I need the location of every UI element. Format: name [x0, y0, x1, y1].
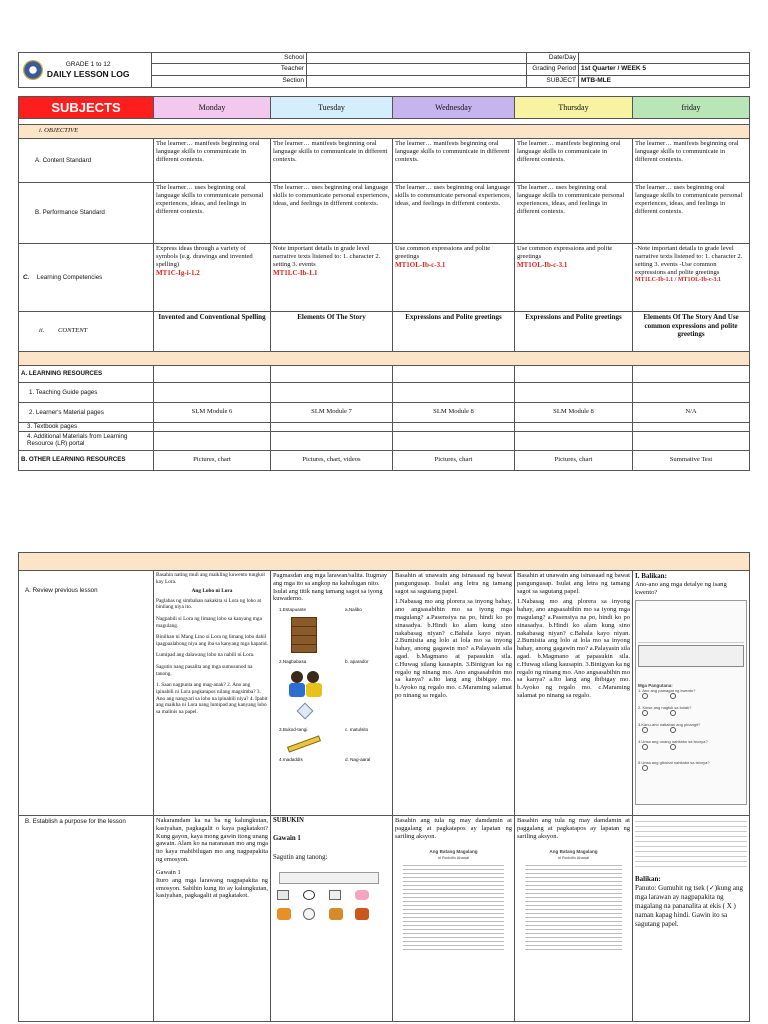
poem-title: Ang Batang Magalang — [429, 848, 478, 854]
balikan-instructions: Panuto: Gumuhit ng tsek (✓)kung ang mga larawan ay nagpapakita ng magalang na pananalita at ekis ( X ) naman kapag hindi. Gawin ito sa sagutang papel. — [635, 884, 743, 929]
content-tue: Elements Of The Story — [271, 312, 393, 352]
story-paragraph: Binilhan ni Mang Lino si Lora ng limang lobo dahil ipagpaalabong niya ang iba sa kanyang mga kapatid. — [156, 634, 268, 647]
content-label: CONTENT — [57, 327, 88, 335]
tg-cell — [271, 383, 393, 403]
match-item: d. Nag-aaral — [345, 757, 371, 763]
balikan-title-2: Balikan: — [635, 875, 661, 883]
day-wednesday: Wednesday — [393, 97, 515, 119]
purpose-tue — [271, 816, 393, 1022]
story-paragraph: Nagpabili si Lora ng limang lobo sa kanyang mga magulang. — [156, 616, 262, 629]
competency-text: Use common expressions and polite greetings — [517, 245, 613, 261]
story-title: Ang Lobo ni Lora — [191, 588, 233, 595]
textbook-label: 3. Textbook pages — [19, 423, 154, 432]
competencies-label-cell — [19, 244, 154, 312]
performance-standard-thu: The learner… uses beginning oral language skills to communicate personal experiences, ideas, and feelings in different contexts. — [515, 183, 633, 244]
lr-portal-label: 4. Additional Materials from Learning Resource (LR) portal — [19, 431, 154, 450]
tb-cell — [633, 423, 750, 432]
day-monday: Monday — [154, 97, 271, 119]
header-logo-cell — [19, 53, 152, 88]
review-fri — [633, 571, 750, 816]
review-mon — [154, 571, 271, 816]
diamond-image — [297, 703, 314, 720]
learners-material-label: 2. Learner's Material pages — [19, 403, 154, 423]
tg-cell — [393, 383, 515, 403]
competency-code: MT1OL-Ib-c-3.1 — [517, 261, 568, 270]
match-item: 3.Bukod-tangi — [279, 727, 308, 733]
lm-value: SLM Module 8 — [515, 403, 633, 423]
poem-scan — [395, 849, 512, 952]
content-thu: Expressions and Polite greetings — [515, 312, 633, 352]
review-items: 1.Nabasag mo ang plorera sa inyong bahay, ano angsasabihin mo sa iyong mga magulang? a.Pasensiya na po, hindi ko po sinasadya. b.Hindi ko alam kung sino nakabasag niyan? c.Bahala kayo niyan. 2.Bumisita ang lolo at lola mo sa inyong bahay, anong gagawin mo? a.Palayasin sila agad. b.Magmano at papasukin sila. c.Huwag silang kausapin. 3.Binigyan ka ng regalo ng ninang mo. Ano angsasabihin mo sa kanya? a.Ito lang ang ibibigay mo. b.Ayoko ng regalo mo. c.Maraming salamat po ninang sa regalo. — [395, 598, 512, 699]
scan-line: 1. Ano ang pamagat ng kwento? — [638, 688, 696, 694]
school-label: School — [152, 53, 307, 64]
purpose-thu — [515, 816, 633, 1022]
tg-cell — [515, 383, 633, 403]
other-value: Pictures, chart — [393, 450, 515, 470]
match-item: c. matulsito — [345, 727, 369, 733]
content-standard-tue: The learner… manifests beginning oral language skills to communicate in different contexts. — [271, 139, 393, 183]
teacher-value — [307, 64, 527, 76]
purpose-text: Basahin ang tula ng may damdamin at paggalang at pagkatapos ay lapatan ng sariling aksyon. — [517, 817, 630, 840]
teacher-label: Teacher — [152, 64, 307, 76]
other-value: Pictures, chart, videos — [271, 450, 393, 470]
poem-author: ni Rodolfo Abanal — [557, 854, 590, 860]
subject-value: MTB-MLE — [579, 76, 750, 88]
tb-cell — [515, 423, 633, 432]
tb-cell — [154, 423, 271, 432]
content-label-cell — [19, 312, 154, 352]
purpose-fri — [633, 816, 750, 1022]
tg-cell — [154, 383, 271, 403]
lr-cell — [271, 431, 393, 450]
lm-value: SLM Module 6 — [154, 403, 271, 423]
performance-standard-fri: The learner… uses beginning oral language skills to communicate personal experiences, ideas, and feelings in different contexts. — [633, 183, 750, 244]
content-standard-thu: The learner… manifests beginning oral language skills to communicate in different contexts. — [515, 139, 633, 183]
poem-author: ni Rodolfo Abanal — [437, 854, 470, 860]
emotion-pictures — [273, 872, 390, 932]
lr-cell — [393, 431, 515, 450]
match-item: 4.madaddis — [279, 757, 303, 763]
review-intro: Basahin at unawain ang isinasaad ng bawat pangungusap. Isulat ang letra ng tamang sagot sa sagutang papel. — [395, 572, 512, 595]
objective-section-header: i. OBJECTIVE — [19, 125, 750, 139]
competency-text: -Note important details in grade level narrative texts listened to: 1. character 2. setting 3. events -Use common expressions and polite greetings — [635, 245, 743, 277]
poem-title: Ang Batang Magalang — [549, 848, 598, 854]
match-item: 2.Nagbabasa — [279, 659, 307, 665]
content-mon: Invented and Conventional Spelling — [154, 312, 271, 352]
performance-standard-label: B. Performance Standard — [19, 183, 154, 244]
children-image — [289, 669, 323, 699]
competency-code: MT1C-Ig-i-1.2 — [156, 269, 200, 278]
review-thu — [515, 571, 633, 816]
section-label: Section — [152, 76, 307, 88]
competency-text: Use common expressions and polite greetings — [395, 245, 491, 261]
grading-value: 1st Quarter / WEEK 5 — [579, 64, 750, 76]
story-paragraph: Sagutin nang pasalita ang mga sumusunod na tanong. — [156, 664, 253, 677]
scan-line: 2. Kinse ang nagtuli sa bulak? — [638, 705, 692, 711]
tanong-text: Sagutin ang tanong: — [273, 853, 328, 861]
competency-tue — [271, 244, 393, 312]
section-value — [307, 76, 527, 88]
log-title: DAILY LESSON LOG — [46, 68, 130, 79]
content-label-num: ii. — [39, 327, 45, 335]
resources-cell — [633, 366, 750, 383]
lesson-table — [18, 96, 750, 471]
purpose-wed — [393, 816, 515, 1022]
competency-text: Express ideas through a variety of symbols (e.g. drawings and invented spelling) — [156, 245, 253, 269]
scanned-worksheet — [635, 600, 747, 805]
purpose-text: Nakaramdam ka na ba ng kalungkutan, kasiyahan, pagkagalit o kaya pagkatakot? Kung gayon, kaya mong gawin itong unang gawain. Alam ko na naranasan mo ang mga ito kaya mabibilugan mo ang nagpapakita ng emosyon. — [156, 817, 268, 864]
gawain-title: Gawain 1 — [273, 835, 301, 843]
grade-label: GRADE 1 to 12 — [65, 60, 111, 68]
competency-code: MT1OL-Ib-c-3.1 — [395, 261, 446, 270]
date-value — [579, 53, 750, 64]
teaching-guide-label: 1. Teaching Guide pages — [19, 383, 154, 403]
subject-label: SUBJECT — [527, 76, 579, 88]
resources-cell — [515, 366, 633, 383]
content-wed: Expressions and Polite greetings — [393, 312, 515, 352]
lr-cell — [515, 431, 633, 450]
day-thursday: Thursday — [515, 97, 633, 119]
lm-value: N/A — [633, 403, 750, 423]
header-table — [18, 52, 750, 88]
subukin-title: SUBUKIN — [273, 817, 304, 824]
content-standard-mon: The learner… manifests beginning oral language skills to communicate in different contexts. — [154, 139, 271, 183]
day-friday: friday — [633, 97, 750, 119]
match-item: 1.Estapuante — [279, 607, 307, 613]
match-item: b. aparador — [345, 659, 369, 665]
competency-code: MT1LC-Ib-1.1 — [273, 269, 318, 278]
competency-wed — [393, 244, 515, 312]
review-items: 1.Nabasag mo ang plorera sa inyong bahay, ano angsasabihin mo sa iyong mga magulang? a.Pasensiya na po, hindi ko po sinasadya. b.Hindi ko alam kung sino nakabasag niyan? c.Bahala kayo niyan. 2.Bumisita ang lolo at lola mo sa inyong bahay, anong gagawin mo? a.Palayasin sila agad. b.Magmano at papasukin sila. c.Huwag silang kausapin. 3.Binigyan ka ng regalo ng ninang mo. Ano angsasabihin mo sa kanya? a.Ito lang ang ibibigay mo. b.Ayoko ng regalo mo. c.Maraming salamat po ninang sa regalo. — [517, 598, 631, 699]
competency-code: MT1LC-Ib-1.1 / MT1OL-Ib-c-3.1 — [635, 277, 721, 284]
purpose-text: Basahin ang tula ng may damdamin at paggalang at pagkatapos ay lapatan ng sariling aksyon. — [395, 817, 512, 840]
review-intro: Basahin nating muli ang maikling kuwento tungkol kay Lora. — [156, 572, 265, 585]
competency-fri — [633, 244, 750, 312]
story-questions: 1. Saan nagpunta ang mag-anak? 2. Ano ang ipinabili ni Lora pagkatapos nilang magsimba? 3. Ano ang nangyari sa lobo na ipinabili niya? 4. Ipabit ang maikha ni Lora nang lumipad ang kanyang lobo sa malinis na papel. — [156, 682, 268, 715]
content-standard-label: A. Content Standard — [19, 139, 154, 183]
content-standard-wed: The learner… manifests beginning oral language skills to communicate in different contexts. — [393, 139, 515, 183]
worksheet-continued — [635, 817, 747, 871]
content-fri: Elements Of The Story And Use common expressions and polite greetings — [633, 312, 750, 352]
scan-line: 4.Unsa ang unang nahitabo sa istorya? — [638, 739, 708, 745]
other-value: Pictures, chart — [515, 450, 633, 470]
tb-cell — [271, 423, 393, 432]
competencies-label: Learning Competencies — [36, 273, 103, 281]
performance-standard-tue: The learner… uses beginning oral language skills to communicate personal experiences, ideas, and feelings in different contexts. — [271, 183, 393, 244]
resources-cell — [393, 366, 515, 383]
competency-thu — [515, 244, 633, 312]
match-item: a.Nalibo — [345, 607, 362, 613]
competency-text: Note important details in grade level narrative texts listened to: 1. character 2. setting 3. events — [273, 245, 381, 269]
purpose-label: B. Establish a purpose for the lesson — [19, 816, 154, 1022]
subjects-header: SUBJECTS — [19, 97, 154, 119]
lm-value: SLM Module 7 — [271, 403, 393, 423]
tb-cell — [393, 423, 515, 432]
review-tue — [271, 571, 393, 816]
tg-cell — [633, 383, 750, 403]
pencil-image — [287, 736, 321, 753]
content-standard-fri: The learner… manifests beginning oral language skills to communicate in different contexts. — [633, 139, 750, 183]
competencies-letter: C. — [23, 273, 30, 281]
other-value: Pictures, chart — [154, 450, 271, 470]
purpose-mon — [154, 816, 271, 1022]
story-paragraph: Lumipad ang dalawang lobo na nabili ni Lora. — [156, 652, 255, 659]
procedure-table — [18, 552, 750, 1022]
gawain-text: Ituro ang mga larawang nagpapakita ng emosyon. Sabihin kung ito ay kalungkutan, kasiyahan, pagkagalit at pagkatakot. — [156, 876, 268, 900]
cabinet-image — [291, 617, 317, 653]
procedure-section-bar — [19, 553, 750, 571]
school-value — [307, 53, 527, 64]
blank-section-bar — [19, 352, 750, 366]
competency-mon — [154, 244, 271, 312]
grading-label: Grading Period — [527, 64, 579, 76]
review-instruction: Pagmasdan ang mga larawan/salita. Itugmay ang mga ito sa angkop na kahulugan nito. Isulat ang titik nang tamang sagot sa iyong kuwaderno. — [273, 572, 388, 603]
scan-line: 3.Kanu-ano natlaban ang pinangit? — [638, 722, 701, 728]
date-label: Date/Day — [527, 53, 579, 64]
scan-line: 5.Unsa ang gibuhat nahitabo sa istorya? — [638, 760, 710, 766]
performance-standard-wed: The learner… uses beginning oral language skills to communicate personal experiences, ideas, and feelings in different contexts. — [393, 183, 515, 244]
poem-scan — [517, 849, 630, 952]
scan-heading: Mga Pangutana: — [638, 682, 673, 688]
matching-exercise — [273, 607, 390, 777]
review-wed — [393, 571, 515, 816]
balikan-question: Ano-ano ang mga detalye ng isang kwento? — [635, 580, 727, 596]
review-label: A. Review previous lesson — [19, 571, 154, 816]
day-tuesday: Tuesday — [271, 97, 393, 119]
other-resources-label: B. OTHER LEARNING RESOURCES — [19, 450, 154, 470]
lm-value: SLM Module 8 — [393, 403, 515, 423]
resources-cell — [154, 366, 271, 383]
learning-resources-label: A. LEARNING RESOURCES — [19, 366, 154, 383]
story-paragraph: Paglabas ng simbahan nakakita si Lora ng lobo at binilang niya ito. — [156, 597, 262, 611]
lr-cell — [633, 431, 750, 450]
other-value: Summative Test — [633, 450, 750, 470]
deped-seal-icon — [23, 60, 43, 80]
performance-standard-mon: The learner… uses beginning oral language skills to communicate personal experiences, ideas, and feelings in different contexts. — [154, 183, 271, 244]
resources-cell — [271, 366, 393, 383]
balikan-title: I. Balikan: — [635, 572, 667, 580]
review-intro: Basahin at unawain ang isinasaad ng bawat pangungusap. Isulat ang letra ng tamang sagot sa sagutang papel. — [517, 572, 630, 595]
gawain-title: Gawain 1 — [156, 868, 181, 876]
lr-cell — [154, 431, 271, 450]
